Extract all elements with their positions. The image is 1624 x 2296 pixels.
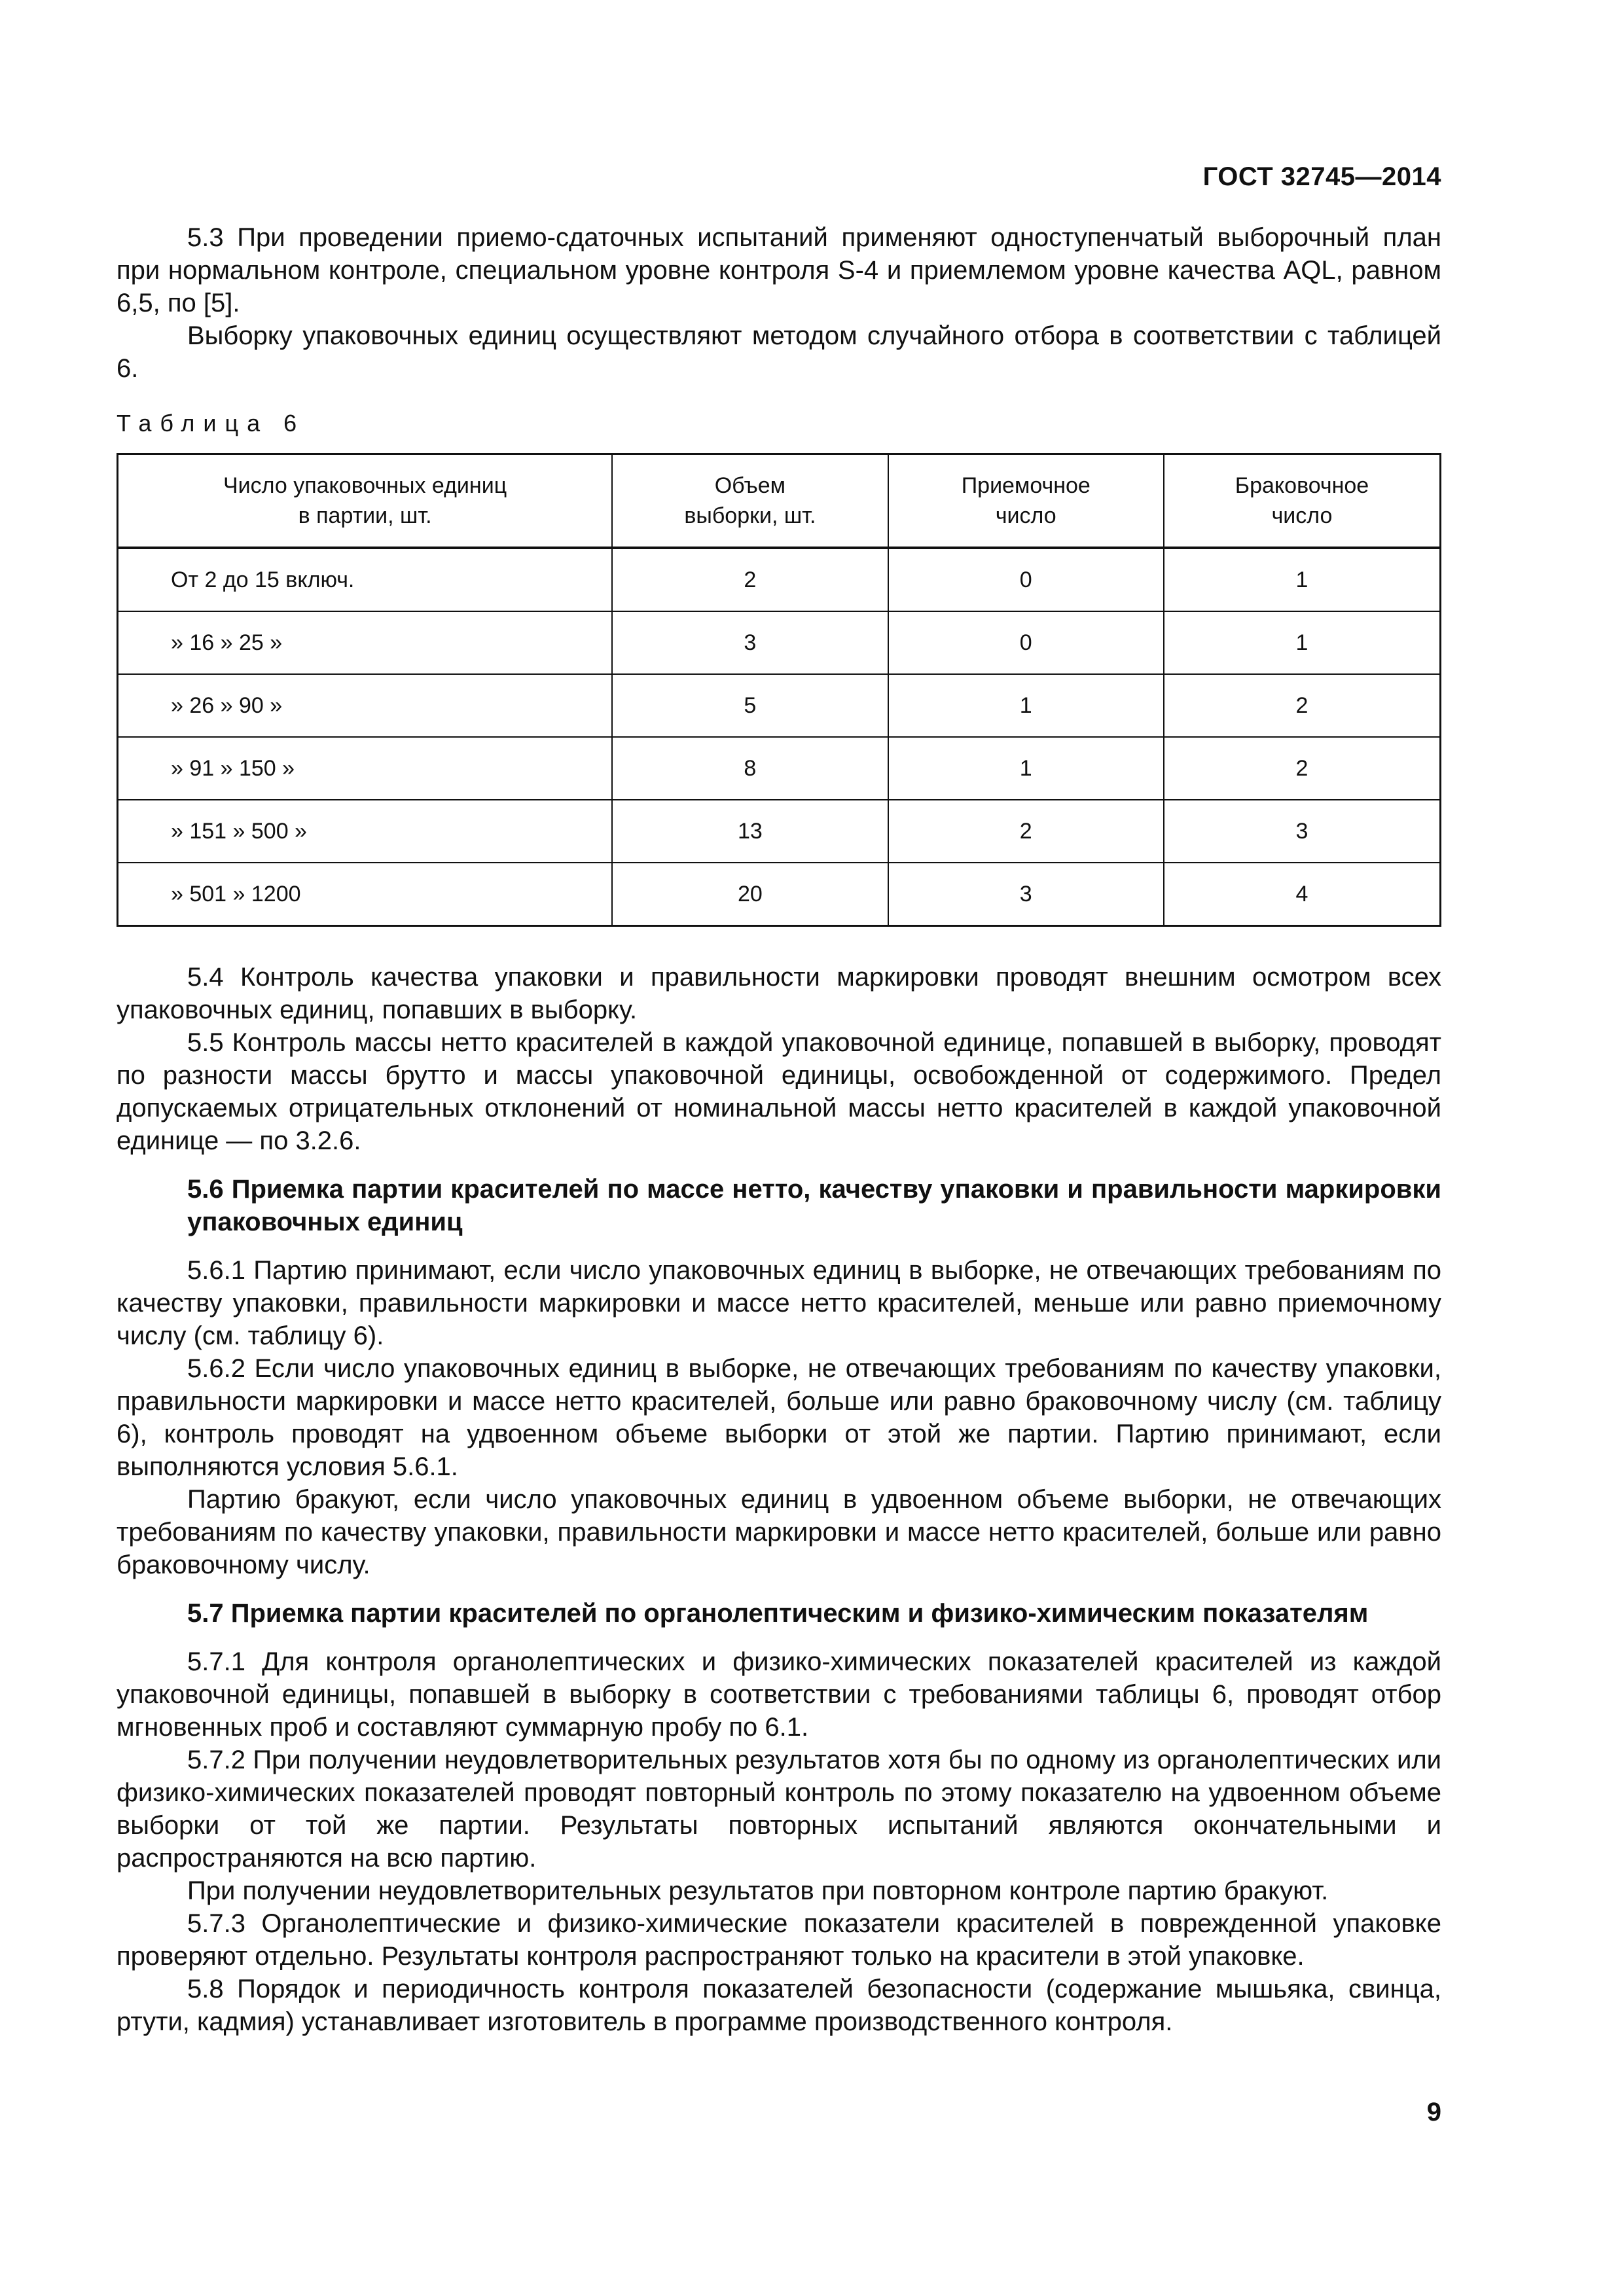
paragraph-5-3: 5.3 При проведении приемо-сдаточных испытаний применяют одноступенчатый выборочный план при нормальном контроле, специальном уровне контроля S-4 и приемлемом уровне качества AQL, равном 6,5, по [5]. [117,223,1441,317]
table-caption: Таблица 6 [117,410,306,437]
cell-sample-size: 2 [612,548,888,611]
paragraph-5-7-2: 5.7.2 При получении неудовлетворительных результатов хотя бы по одному из органолептических или физико-химических показателей проводят повторный контроль по этому показателю на удвоенном объеме выборки от той же партии. Результаты повторных испытаний являются окончательными и распространяются на всю партию. [117,1746,1441,1873]
table-row [118,800,1441,863]
cell-sample-size: 13 [612,800,888,863]
cell-lot-size: » 501 » 1200 [118,863,613,926]
paragraph-5-8: 5.8 Порядок и периодичность контроля показателей безопасности (содержание мышьяка, свинца, ртути, кадмия) устанавливает изготовитель в программе производственного контроля. [117,1975,1441,2036]
paragraph-5-6-1: 5.6.1 Партию принимают, если число упаковочных единиц в выборке, не отвечающих требованиям по качеству упаковки, правильности маркировки и массе нетто красителей, меньше или равно приемочному числу (см. таблицу 6). [117,1256,1441,1350]
cell-acceptance-number: 1 [888,737,1164,800]
paragraph-5-7-1: 5.7.1 Для контроля органолептических и физико-химических показателей красителей из каждой упаковочной единицы, попавшей в выборку в соответствии с требованиями таблицы 6, проводят отбор мгновенных проб и составляют суммарную пробу по 6.1. [117,1647,1441,1742]
table-row [118,863,1441,926]
cell-sample-size: 3 [612,611,888,674]
table-row [118,674,1441,737]
cell-acceptance-number: 2 [888,800,1164,863]
cell-sample-size: 20 [612,863,888,926]
header-acceptance-number: Приемочное число [888,454,1164,548]
cell-sample-size: 8 [612,737,888,800]
table-row [118,737,1441,800]
cell-rejection-number: 1 [1164,548,1441,611]
table-header-row [118,454,1441,548]
cell-rejection-number: 2 [1164,737,1441,800]
paragraph-5-5: 5.5 Контроль массы нетто красителей в каждой упаковочной единице, попавшей в выборку, проводят по разности массы брутто и массы упаковочной единицы, освобожденной от содержимого. Предел допускаемых отрицательных отклонений от номинальной массы нетто красителей в каждой упаковочной единице — по 3.2.6. [117,1028,1441,1155]
cell-acceptance-number: 3 [888,863,1164,926]
cell-rejection-number: 4 [1164,863,1441,926]
page-content [117,221,1441,2038]
cell-lot-size: » 151 » 500 » [118,800,613,863]
table-row [118,548,1441,611]
page-number: 9 [1426,2098,1441,2126]
document-designation: ГОСТ 32745—2014 [1202,162,1441,191]
cell-rejection-number: 3 [1164,800,1441,863]
header-lot-size: Число упаковочных единиц в партии, шт. [118,454,613,548]
heading-5-7: 5.7 Приемка партии красителей по органолептическим и физико-химическим показателям [187,1599,1369,1628]
cell-acceptance-number: 0 [888,548,1164,611]
paragraph-5-3-sampling: Выборку упаковочных единиц осуществляют методом случайного отбора в соответствии с таблицей 6. [117,321,1441,383]
sampling-plan-table [117,453,1441,927]
paragraph-5-4: 5.4 Контроль качества упаковки и правильности маркировки проводят внешним осмотром всех упаковочных единиц, попавших в выборку. [117,963,1441,1024]
paragraph-5-6-2-reject: Партию бракуют, если число упаковочных единиц в удвоенном объеме выборки, не отвечающих требованиям по качеству упаковки, правильности маркировки и массе нетто красителей, больше или равно браковочному числу. [117,1485,1441,1579]
heading-5-6: 5.6 Приемка партии красителей по массе нетто, качеству упаковки и правильности маркировки упаковочных единиц [187,1175,1441,1236]
cell-acceptance-number: 1 [888,674,1164,737]
cell-rejection-number: 2 [1164,674,1441,737]
header-rejection-number: Браковочное число [1164,454,1441,548]
paragraph-5-6-2: 5.6.2 Если число упаковочных единиц в выборке, не отвечающих требованиям по качеству упаковки, правильности маркировки и массе нетто красителей, больше или равно браковочному числу (см. таблицу 6), контроль проводят на удвоенном объеме выборки от этой же партии. Партию принимают, если выполняются условия 5.6.1. [117,1354,1441,1481]
paragraph-5-7-2-reject: При получении неудовлетворительных результатов при повторном контроле партию бракуют. [187,1876,1329,1905]
cell-lot-size: » 26 » 90 » [118,674,613,737]
table-row [118,611,1441,674]
cell-acceptance-number: 0 [888,611,1164,674]
cell-lot-size: » 91 » 150 » [118,737,613,800]
cell-lot-size: » 16 » 25 » [118,611,613,674]
cell-lot-size: От 2 до 15 включ. [118,548,613,611]
cell-rejection-number: 1 [1164,611,1441,674]
header-sample-size: Объем выборки, шт. [612,454,888,548]
cell-sample-size: 5 [612,674,888,737]
paragraph-5-7-3: 5.7.3 Органолептические и физико-химические показатели красителей в поврежденной упаковке проверяют отдельно. Результаты контроля распространяют только на красители в этой упаковке. [117,1909,1441,1971]
